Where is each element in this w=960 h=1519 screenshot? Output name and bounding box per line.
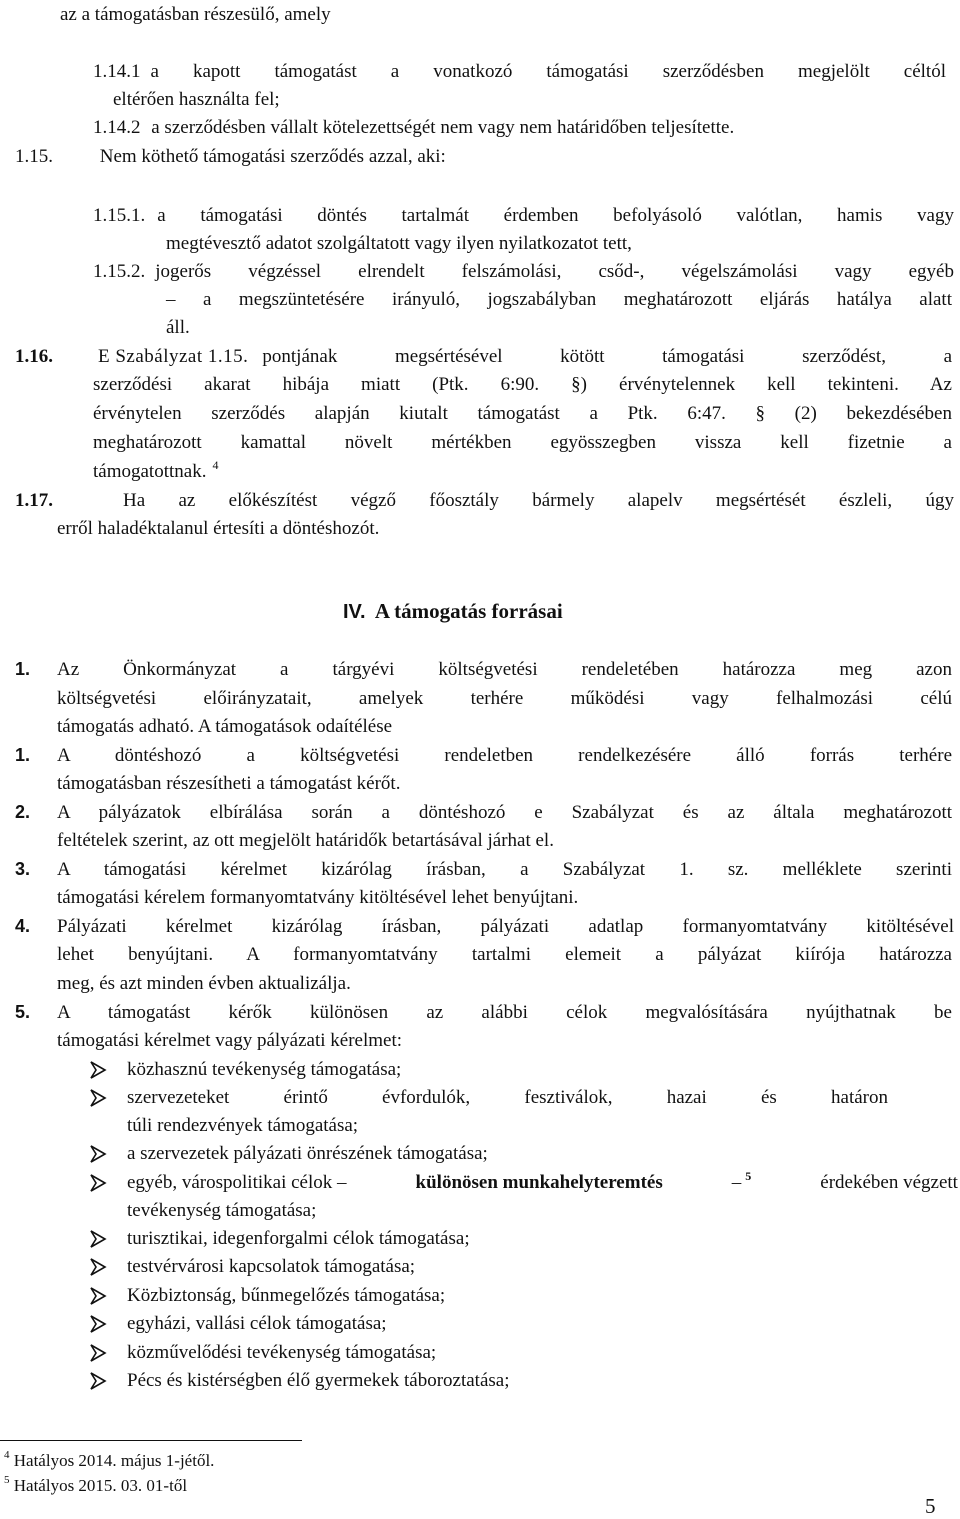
para-4-line1: Pályázati kérelmet kizárólag írásban, pályázati adatlap formanyomtatvány kitöltésével	[57, 916, 954, 937]
bullet-item: közművelődési tevékenység támogatása;	[127, 1342, 437, 1363]
section-1-16-line1	[98, 347, 952, 366]
chapter-heading	[343, 601, 563, 622]
section-text: pontjának megsértésével kötött támogatási szerződést, a	[262, 346, 952, 367]
section-number: 1.15.2.	[93, 261, 146, 282]
section-1-14-1	[93, 62, 946, 81]
para-1-line1: Az Önkormányzat a tárgyévi költségvetési rendeletében határozza meg azon	[57, 659, 952, 680]
section-1-16-line3: érvénytelen szerződés alapján kiutalt támogatást a Ptk. 6:47. § (2) bekezdésében	[93, 403, 952, 424]
footnote-text: Hatályos 2015. 03. 01-től	[13, 1476, 188, 1495]
bullet-item	[127, 1169, 958, 1193]
footnote-5	[4, 1474, 188, 1495]
bullet-item: egyházi, vallási célok támogatása;	[127, 1313, 387, 1334]
intro-line: az a támogatásban részesülő, amely	[60, 4, 331, 25]
para-4-line2: lehet benyújtani. A formanyomtatvány tartalmi elemeit a pályázat kiírója határozza	[57, 944, 952, 965]
para-1-line3: támogatás adható. A támogatások odaítélése	[57, 716, 393, 737]
bullet-item: turisztikai, idegenforgalmi célok támogatása;	[127, 1228, 470, 1249]
para-3-line2: támogatási kérelem formanyomtatvány kitöltésével lehet benyújtani.	[57, 887, 579, 908]
para-5-line1: A támogatást kérők különösen az alábbi célok megvalósítására nyújthatnak be	[57, 1002, 952, 1023]
arrow-bullet-icon	[88, 1088, 108, 1108]
bullet-item: a szervezetek pályázati önrészének támogatása;	[127, 1143, 488, 1164]
section-ref: E Szabályzat 1.15.	[98, 346, 249, 367]
section-1-14-1-line2: eltérően használta fel;	[113, 89, 280, 110]
para-4-line3: meg, és azt minden évben aktualizálja.	[57, 973, 351, 994]
section-1-15	[15, 147, 446, 166]
arrow-bullet-icon	[88, 1060, 108, 1080]
bullet-item: Közbiztonság, bűnmegelőzés támogatása;	[127, 1285, 446, 1306]
arrow-bullet-icon	[88, 1314, 108, 1334]
bullet-text: egyéb, várospolitikai célok –	[127, 1172, 347, 1193]
bullet-item: közhasznú tevékenység támogatása;	[127, 1059, 402, 1080]
bullet-item: szervezeteket érintő évfordulók, fesztiválok, hazai és határon	[127, 1087, 888, 1108]
section-1-17-number: 1.17.	[15, 490, 53, 511]
chapter-roman: IV.	[343, 601, 366, 623]
section-1-17-line2: erről haladéktalanul értesíti a döntéshozót.	[57, 518, 380, 539]
arrow-bullet-icon	[88, 1257, 108, 1277]
section-text: a szerződésben vállalt kötelezettségét nem vagy nem határidőben teljesítette.	[151, 117, 735, 138]
para-1b-line2: támogatásban részesítheti a támogatást kérőt.	[57, 773, 401, 794]
footnote-ref-5: 5	[745, 1169, 752, 1183]
para-1b-line1: A döntéshozó a költségvetési rendeletben rendelkezésére álló forrás terhére	[57, 745, 952, 766]
footnote-number: 5	[4, 1474, 10, 1486]
section-text-line1: a támogatási döntés tartalmát érdemben befolyásoló valótlan, hamis vagy	[157, 205, 954, 226]
para-4-number: 4.	[15, 916, 31, 936]
footnote-number: 4	[4, 1449, 10, 1461]
section-number: 1.15.	[15, 146, 53, 167]
section-number: 1.14.1	[93, 61, 141, 82]
bullet-text: érdekében végzett	[820, 1172, 958, 1193]
bullet-dash: –	[731, 1172, 742, 1193]
section-1-14-2	[93, 118, 734, 137]
bullet-bold-text: különösen munkahelyteremtés	[415, 1172, 663, 1193]
arrow-bullet-icon	[88, 1371, 108, 1391]
para-3-line1: A támogatási kérelmet kizárólag írásban, a Szabályzat 1. sz. melléklete szerinti	[57, 859, 952, 880]
section-1-15-1	[93, 206, 954, 225]
bullet-item: Pécs és kistérségben élő gyermekek táboroztatása;	[127, 1370, 510, 1391]
para-3-number: 3.	[15, 859, 31, 879]
section-text: Nem köthető támogatási szerződés azzal, aki:	[99, 146, 446, 167]
arrow-bullet-icon	[88, 1173, 108, 1193]
footnote-ref-4: 4	[212, 458, 219, 472]
section-1-16-line4: meghatározott kamattal növelt mértékben egyösszegben vissza kell fizetnie a	[93, 432, 952, 453]
para-2-line1: A pályázatok elbírálása során a döntéshozó e Szabályzat és az általa meghatározott	[57, 802, 952, 823]
section-1-15-2-line3: áll.	[166, 317, 190, 338]
footnote-divider	[0, 1440, 302, 1441]
section-1-16-number: 1.16.	[15, 346, 53, 367]
section-1-15-2-line2: – a megszüntetésére irányuló, jogszabályban meghatározott eljárás hatálya alatt	[166, 289, 952, 310]
section-text-line1: jogerős végzéssel elrendelt felszámolási, csőd-, végelszámolási vagy egyéb	[155, 261, 954, 282]
para-5-line2: támogatási kérelmet vagy pályázati kérelmet:	[57, 1030, 403, 1051]
arrow-bullet-icon	[88, 1286, 108, 1306]
section-number: 1.15.1.	[93, 205, 146, 226]
section-number: 1.14.2	[93, 117, 141, 138]
para-2-line2: feltételek szerint, az ott megjelölt határidők betartásával járhat el.	[57, 830, 554, 851]
para-1b-number: 1.	[15, 745, 31, 765]
para-1-line2: költségvetési előirányzatait, amelyek terhére működési vagy felhalmozási célú	[57, 688, 952, 709]
para-5-number: 5.	[15, 1002, 31, 1022]
bullet-item: testvérvárosi kapcsolatok támogatása;	[127, 1256, 416, 1277]
chapter-title: A támogatás forrásai	[374, 599, 563, 623]
section-1-15-2	[93, 262, 954, 281]
section-1-17-line1: Ha az előkészítést végző főosztály bármely alapelv megsértését észleli, úgy	[123, 490, 954, 511]
bullet-item-cont: túli rendezvények támogatása;	[127, 1115, 359, 1136]
footnote-text: Hatályos 2014. május 1-jétől.	[13, 1451, 215, 1470]
section-1-16-line2: szerződési akarat hibája miatt (Ptk. 6:90. §) érvénytelennek kell tekinteni. Az	[93, 374, 952, 395]
section-text-line1: a kapott támogatást a vonatkozó támogatási szerződésben megjelölt céltól	[150, 61, 946, 82]
section-text: támogatottnak.	[93, 461, 207, 482]
section-1-16-line5	[93, 458, 219, 482]
arrow-bullet-icon	[88, 1144, 108, 1164]
bullet-item-cont: tevékenység támogatása;	[127, 1200, 317, 1221]
footnote-4	[4, 1449, 215, 1470]
arrow-bullet-icon	[88, 1343, 108, 1363]
para-2-number: 2.	[15, 802, 31, 822]
page-number: 5	[925, 1494, 936, 1518]
para-1-number: 1.	[15, 659, 31, 679]
section-1-15-1-line2: megtévesztő adatot szolgáltatott vagy ilyen nyilatkozatot tett,	[166, 233, 632, 254]
arrow-bullet-icon	[88, 1229, 108, 1249]
